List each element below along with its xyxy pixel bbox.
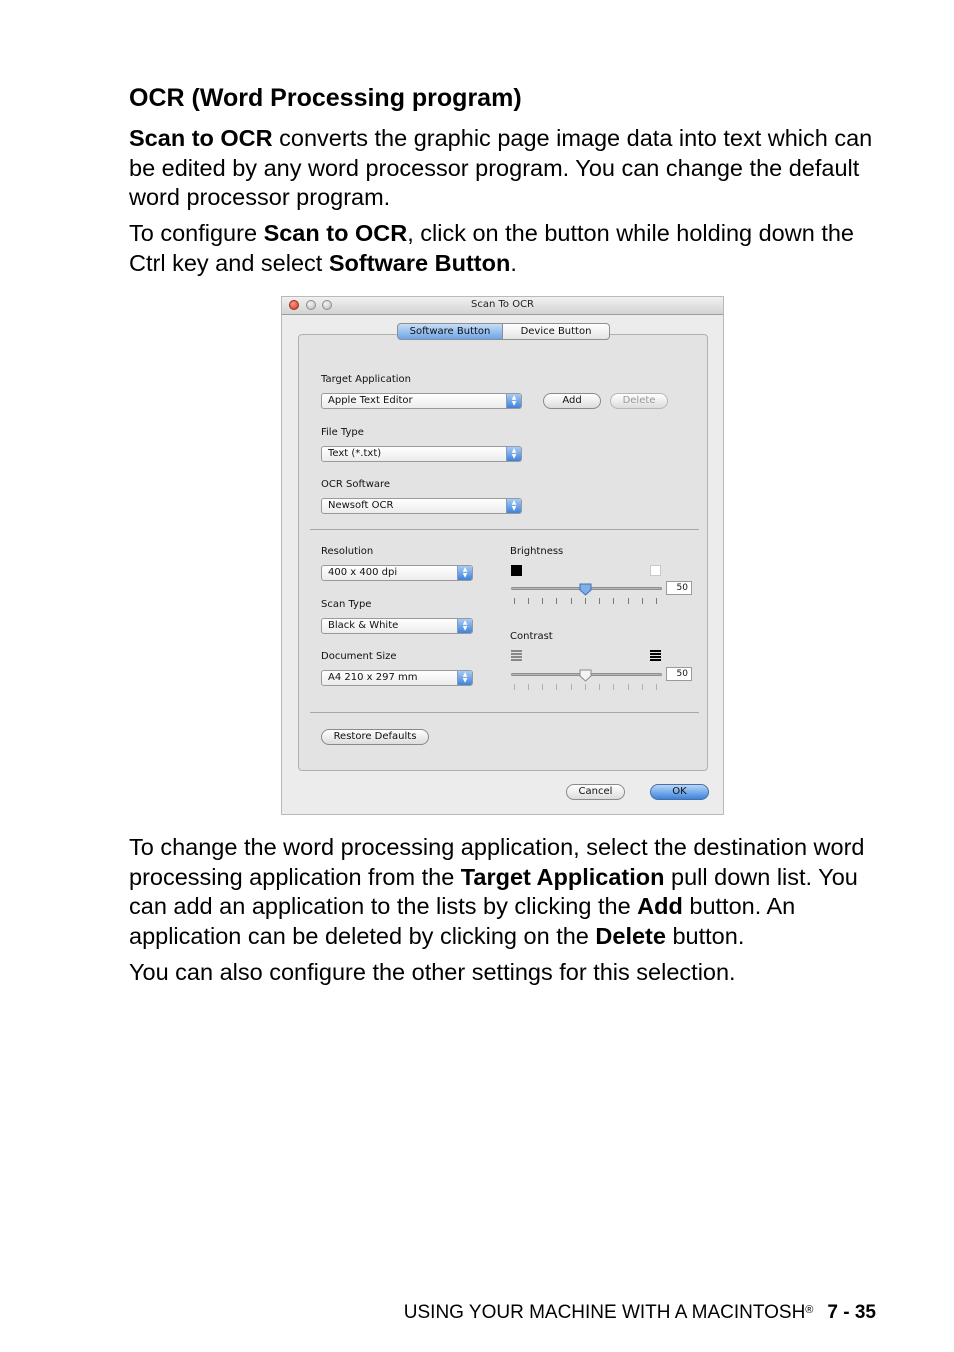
updown-arrows-icon: ▲ ▼	[506, 447, 521, 461]
footer-section: USING YOUR MACHINE WITH A MACINTOSH	[403, 1302, 806, 1323]
configure-text-2: , click on the button while holding down the Ctrl key and select	[129, 220, 854, 276]
change-term-delete: Delete	[595, 922, 666, 949]
change-text-4: button.	[665, 922, 745, 949]
configure-text-3: .	[510, 249, 517, 276]
configure-term-software-button: Software Button	[328, 249, 511, 276]
ocr-software-label: OCR Software	[321, 479, 391, 490]
delete-button[interactable]: Delete	[610, 393, 668, 409]
light-square-icon	[650, 565, 661, 576]
ok-button[interactable]: OK	[650, 784, 709, 800]
resolution-select[interactable]	[321, 565, 473, 581]
registered-mark: ®	[805, 1304, 814, 1316]
brightness-slider-thumb[interactable]	[579, 583, 592, 596]
target-application-select[interactable]	[321, 393, 522, 409]
change-term-target-application: Target Application	[460, 863, 665, 890]
also-paragraph: You can also configure the other settings for this selection.	[129, 959, 736, 985]
scan-type-select[interactable]	[321, 618, 473, 634]
brightness-ticks	[514, 598, 660, 604]
page-footer	[404, 1302, 876, 1324]
separator	[310, 529, 699, 530]
configure-paragraph	[129, 219, 889, 278]
document-size-select[interactable]	[321, 670, 473, 686]
contrast-label: Contrast	[510, 631, 553, 642]
intro-term: Scan to OCR	[129, 125, 273, 151]
cancel-button[interactable]: Cancel	[566, 784, 625, 800]
change-paragraph	[129, 833, 889, 951]
file-type-value: Text (*.txt)	[328, 448, 382, 459]
updown-arrows-icon: ▲ ▼	[457, 619, 472, 633]
change-text-1: To change the word processing application, select the destination word processing application from the	[129, 834, 865, 890]
resolution-value: 400 x 400 dpi	[328, 567, 398, 578]
file-type-select[interactable]	[321, 446, 522, 462]
title-bar	[282, 297, 723, 315]
tab-software-button[interactable]: Software Button	[397, 323, 503, 340]
configure-text-1: To configure	[129, 220, 264, 246]
contrast-value-field[interactable]: 50	[666, 667, 692, 681]
intro-text: converts the graphic page image data into text which can be edited by any word processor program. You can change the default word processor program.	[129, 125, 873, 210]
brightness-label: Brightness	[510, 546, 564, 557]
ocr-software-value: Newsoft OCR	[328, 500, 394, 511]
window-title: Scan To OCR	[471, 299, 534, 310]
restore-defaults-button[interactable]: Restore Defaults	[321, 729, 429, 745]
low-contrast-icon	[511, 650, 522, 661]
scan-type-label: Scan Type	[321, 599, 372, 610]
change-term-add: Add	[637, 893, 683, 919]
scan-to-ocr-dialog	[281, 296, 724, 815]
configure-term-scan-to-ocr: Scan to OCR	[263, 220, 408, 246]
add-button[interactable]: Add	[543, 393, 601, 409]
updown-arrows-icon: ▲ ▼	[457, 566, 472, 580]
change-text-2: pull down list. You can add an application to the lists by clicking the	[129, 863, 858, 919]
tab-device-button[interactable]: Device Button	[502, 323, 610, 340]
updown-arrows-icon: ▲ ▼	[506, 394, 521, 408]
page-number: 7 - 35	[827, 1302, 876, 1323]
document-size-label: Document Size	[321, 651, 397, 662]
ocr-software-select[interactable]	[321, 498, 522, 514]
brightness-value-field[interactable]: 50	[666, 581, 692, 595]
page-heading: OCR (Word Processing program)	[129, 84, 522, 112]
scan-type-value: Black & White	[328, 620, 399, 631]
dark-square-icon	[511, 565, 522, 576]
updown-arrows-icon: ▲ ▼	[506, 499, 521, 513]
resolution-label: Resolution	[321, 546, 374, 557]
contrast-ticks	[514, 684, 660, 690]
target-application-value: Apple Text Editor	[328, 395, 413, 406]
updown-arrows-icon: ▲ ▼	[457, 671, 472, 685]
target-application-label: Target Application	[321, 374, 411, 385]
change-text-3: button. An application can be deleted by clicking on the	[129, 893, 796, 949]
separator	[310, 712, 699, 713]
contrast-slider-thumb[interactable]	[579, 669, 592, 682]
high-contrast-icon	[650, 650, 661, 661]
document-size-value: A4 210 x 297 mm	[328, 672, 418, 683]
intro-paragraph	[129, 124, 889, 213]
file-type-label: File Type	[321, 427, 364, 438]
